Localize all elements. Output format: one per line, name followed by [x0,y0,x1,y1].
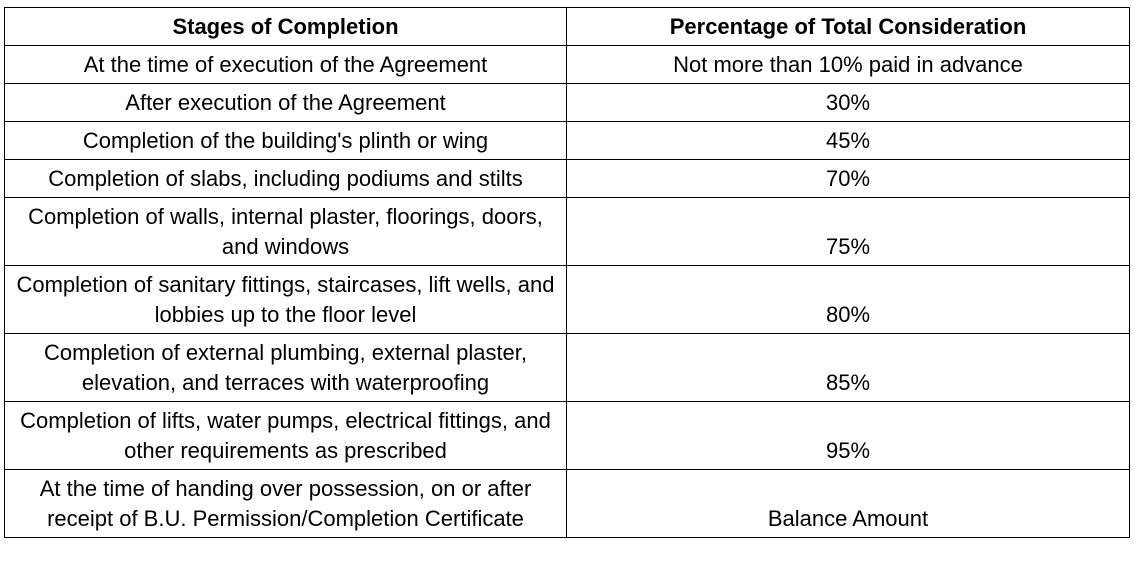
header-row [5,8,1130,46]
stage-cell: At the time of handing over possession, on or after receipt of B.U. Permission/Completion Certificate [5,470,567,538]
header-percentage: Percentage of Total Consideration [567,8,1130,46]
percentage-cell: 70% [567,160,1130,198]
stage-cell: At the time of execution of the Agreement [5,46,567,84]
table-row [5,470,1130,538]
table-body [5,46,1130,538]
percentage-cell: 75% [567,198,1130,266]
table-row [5,84,1130,122]
percentage-cell: Balance Amount [567,470,1130,538]
table-row [5,334,1130,402]
table-row [5,122,1130,160]
completion-stages-table [4,7,1130,538]
stage-cell: Completion of the building's plinth or wing [5,122,567,160]
percentage-cell: 80% [567,266,1130,334]
percentage-cell: Not more than 10% paid in advance [567,46,1130,84]
stage-cell: After execution of the Agreement [5,84,567,122]
percentage-cell: 30% [567,84,1130,122]
table-row [5,402,1130,470]
table-row [5,46,1130,84]
stage-cell: Completion of walls, internal plaster, floorings, doors, and windows [5,198,567,266]
percentage-cell: 95% [567,402,1130,470]
table-header [5,8,1130,46]
table-row [5,198,1130,266]
percentage-cell: 45% [567,122,1130,160]
stage-cell: Completion of slabs, including podiums and stilts [5,160,567,198]
stage-cell: Completion of external plumbing, external plaster, elevation, and terraces with waterproofing [5,334,567,402]
table-row [5,266,1130,334]
stage-cell: Completion of lifts, water pumps, electrical fittings, and other requirements as prescribed [5,402,567,470]
percentage-cell: 85% [567,334,1130,402]
header-stages: Stages of Completion [5,8,567,46]
table-row [5,160,1130,198]
stage-cell: Completion of sanitary fittings, staircases, lift wells, and lobbies up to the floor level [5,266,567,334]
